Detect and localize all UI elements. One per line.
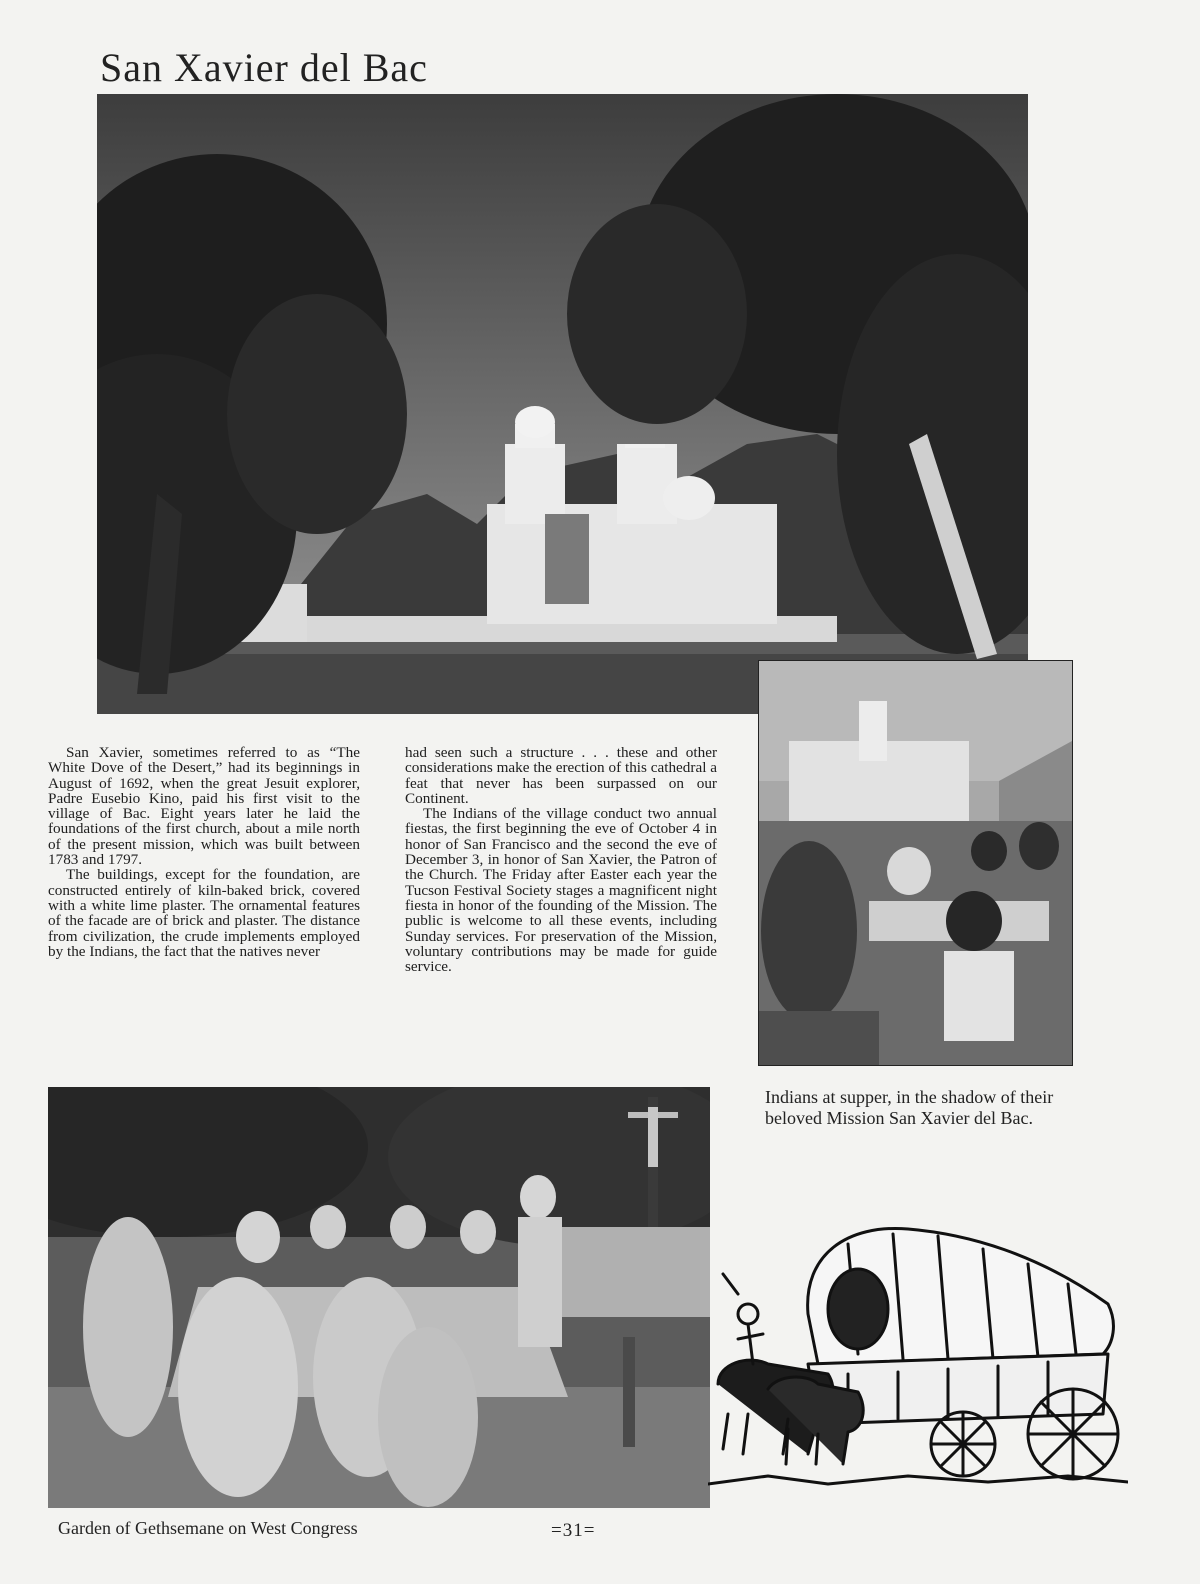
supper-caption: Indians at supper, in the shadow of their beloved Mission San Xavier del Bac. (765, 1087, 1054, 1128)
page-number: =31= (551, 1520, 596, 1541)
covered-wagon-illustration (708, 1214, 1128, 1504)
article-column-right (405, 745, 717, 974)
mission-photo (97, 94, 1028, 714)
mission-photo-illustration (97, 94, 1028, 714)
garden-caption: Garden of Gethsemane on West Congress (58, 1518, 358, 1538)
article-paragraph: The buildings, except for the foundation, are constructed entirely of kiln-baked brick, covered with a white lime plaster. The ornamental features of the facade are of brick and plaster. The distance from civilization, the crude implements employed by the Indians, the fact that the natives never (48, 866, 360, 960)
article-column-left (48, 745, 360, 959)
garden-photo (48, 1087, 710, 1508)
garden-photo-illustration (48, 1087, 710, 1508)
supper-photo (758, 660, 1073, 1066)
supper-photo-illustration (759, 661, 1072, 1065)
wagon-drawing (708, 1214, 1128, 1504)
article-paragraph: had seen such a structure . . . these and other considerations make the erection of this cathedral a feat that never has been surpassed on our Continent. (405, 744, 717, 807)
article-paragraph: San Xavier, sometimes referred to as “The White Dove of the Desert,” had its beginnings in August of 1692, when the great Jesuit explorer, Padre Eusebio Kino, paid his first visit to the village of Bac. Eight years later he laid the foundations of the first church, about a mile north of the present mission, which was built between 1783 and 1797. (48, 744, 360, 869)
article-paragraph: The Indians of the village conduct two annual fiestas, the first beginning the eve of October 4 in honor of San Francisco and the second the eve of December 3, in honor of San Xavier, the Patron of the Church. The Friday after Easter each year the Tucson Festival Society stages a magnificent night fiesta in honor of the founding of the Mission. The public is welcome to all these events, including Sunday services. For preservation of the Mission, voluntary contributions may be made for guide service. (405, 805, 717, 976)
page-title: San Xavier del Bac (100, 45, 428, 90)
